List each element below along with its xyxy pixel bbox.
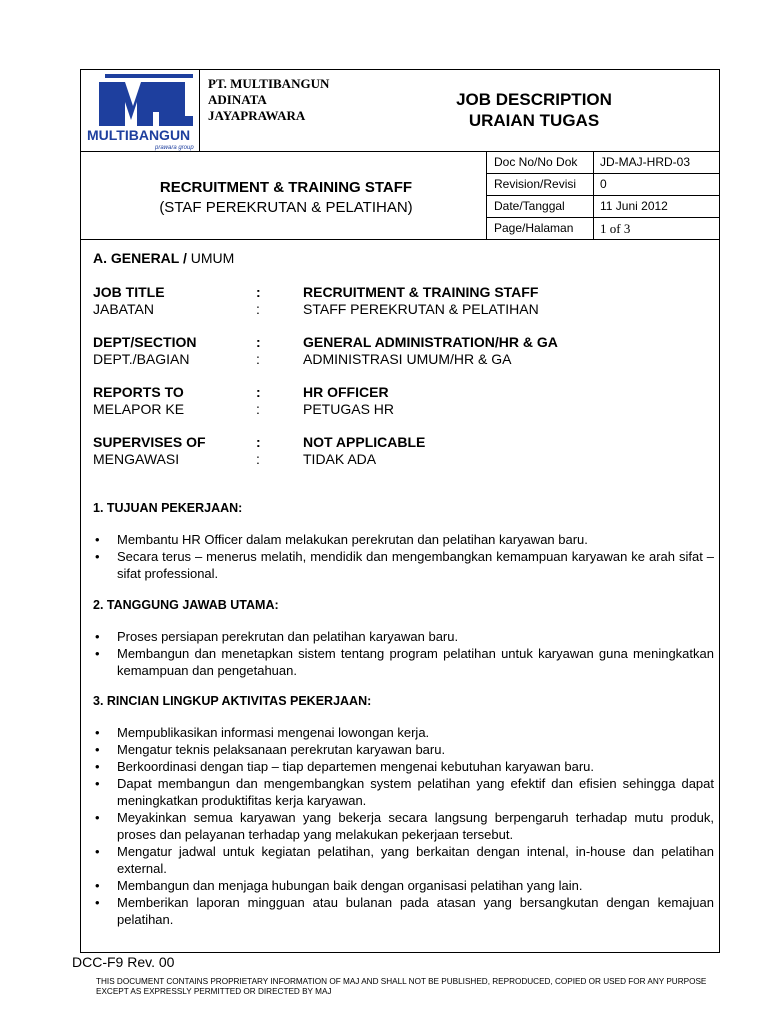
meta-value-doc-no: JD-MAJ-HRD-03 xyxy=(600,155,690,169)
role-title: RECRUITMENT & TRAINING STAFF (STAF PEREKRUTAN & PELATIHAN) xyxy=(159,179,413,216)
section-general-heading: A. GENERAL / UMUM xyxy=(93,250,235,266)
document-header xyxy=(81,70,719,240)
meta-label-page: Page/Halaman xyxy=(494,221,574,235)
form-code: DCC-F9 Rev. 00 xyxy=(72,954,175,970)
meta-label-doc-no: Doc No/No Dok xyxy=(494,155,578,169)
section-2-heading: 2. TANGGUNG JAWAB UTAMA: xyxy=(93,598,279,612)
list-item: • Mempublikasikan informasi mengenai lowongan kerja. xyxy=(95,725,430,740)
svg-text:prawara group: prawara group xyxy=(155,145,194,151)
document-title: JOB DESCRIPTION URAIAN TUGAS xyxy=(456,90,612,130)
list-item: • Membangun dan menjaga hubungan baik dengan organisasi pelatihan yang lain. xyxy=(95,878,583,893)
meta-value-page: 1 of 3 xyxy=(600,221,631,236)
section-1-list xyxy=(93,531,714,582)
list-item: • Dapat membangun dan mengembangkan system pelatihan yang efektif dan efisien sehingga dapat meningkatkan produktifitas kerja karyawan. xyxy=(95,776,714,808)
company-logo xyxy=(85,72,201,152)
list-item: • Proses persiapan perekrutan dan pelatihan karyawan baru. xyxy=(95,629,459,644)
list-item: • Mengatur jadwal untuk kegiatan pelatihan, yang berkaitan dengan intenal, in-house dan pelatihan external. xyxy=(95,844,714,876)
meta-label-revision: Revision/Revisi xyxy=(494,177,577,191)
list-item: • Berkoordinasi dengan tiap – tiap departemen mengenai kebutuhan karyawan baru. xyxy=(95,759,594,774)
disclaimer: THIS DOCUMENT CONTAINS PROPRIETARY INFORMATION OF MAJ AND SHALL NOT BE PUBLISHED, REPRODUCED, COPIED OR USED FOR ANY PURPOSE EXCEPT AS EXPRESSLY PERMITTED OR DIRECTED BY MAJ xyxy=(96,977,707,996)
list-item: • Memberikan laporan mingguan atau bulanan pada atasan yang bersangkutan dengan kemajuan pelatihan. xyxy=(95,895,714,927)
list-item: • Membantu HR Officer dalam melakukan perekrutan dan pelatihan karyawan baru. xyxy=(95,532,588,547)
list-item: • Meyakinkan semua karyawan yang bekerja secara langsung berpengaruh terhadap mutu produk, proses dan pelayanan terhadap yang melakukan pekerjaan tersebut. xyxy=(95,810,714,842)
document-frame: MULTIBANGUN prawara group PT. MULTIBANGUN ADINATA JAYAPRAWARA JOB DESCRIPTION URAIAN TUGAS RECRUITMENT & TRAINING STAFF (STAF PEREKRUTAN & PELATIHAN) Doc No/No Dok JD-MAJ-HRD-03 Revision/Revisi 0 Date/Tanggal 11 Juni 2012 Page/Halaman 1 of 3 A. GENERAL / UMUM JOB TITLE : RECRUITMENT & TRAINING STAFF JABATAN : STAFF PEREKRUTAN & PELATIHAN DEPT/SECTION : GENERAL ADMINISTRATION/HR & GA DEPT./BAGIAN : ADMINISTRASI UMUM/HR & GA REPORTS TO : HR OFFICER MELAPOR KE : PETUGAS HR SUPERVISES OF : NOT APPLICABLE MENGAWASI : TIDAK ADA 1. TUJUAN PEKERJAAN: • Membantu HR Officer dalam melakukan perekrutan dan pelatihan karyawan baru. • Secara terus – menerus melatih, mendidik dan mengembangkan kemampuan karyawan ke arah sifat – sifat professional. 2. TANGGUNG JAWAB UTAMA: • Proses persiapan perekrutan dan pelatihan karyawan baru. • Membangun dan menetapkan sistem tentang program pelatihan untuk karyawan guna meningkatkan kemampuan dan pengetahuan. 3. RINCIAN LINGKUP AKTIVITAS PEKERJAAN: • Mempublikasikan informasi mengenai lowongan kerja. • Mengatur teknis pelaksanaan perekrutan karyawan baru. • Berkoordinasi dengan tiap – tiap departemen mengenai kebutuhan karyawan baru. • Dapat membangun dan mengembangkan system pelatihan yang efektif dan efisien sehingga dapat meningkatkan produktifitas kerja karyawan. • Meyakinkan semua karyawan yang bekerja secara langsung berpengaruh terhadap mutu produk, proses dan pelayanan terhadap yang melakukan pekerjaan tersebut. • Mengatur jadwal untuk kegiatan pelatihan, yang berkaitan dengan intenal, in-house dan pelatihan external. • Membangun dan menjaga hubungan baik dengan organisasi pelatihan yang lain. • Memberikan laporan mingguan atau bulanan pada atasan yang bersangkutan dengan kemajuan pelatihan. xyxy=(80,69,720,953)
section-2-list xyxy=(93,628,714,679)
section-3-list xyxy=(93,724,714,928)
svg-text:MULTIBANGUN: MULTIBANGUN xyxy=(87,127,191,143)
meta-label-date: Date/Tanggal xyxy=(494,199,565,213)
list-item: • Mengatur teknis pelaksanaan perekrutan karyawan baru. xyxy=(95,742,446,757)
list-item: • Secara terus – menerus melatih, mendidik dan mengembangkan kemampuan karyawan ke arah sifat – sifat professional. xyxy=(95,549,714,581)
company-name: PT. MULTIBANGUN ADINATA JAYAPRAWARA xyxy=(208,76,330,123)
meta-value-revision: 0 xyxy=(600,177,607,191)
list-item: • Membangun dan menetapkan sistem tentang program pelatihan untuk karyawan guna meningkatkan kemampuan dan pengetahuan. xyxy=(95,646,714,678)
section-3-heading: 3. RINCIAN LINGKUP AKTIVITAS PEKERJAAN: xyxy=(93,694,372,708)
meta-value-date: 11 Juni 2012 xyxy=(600,199,668,213)
section-1-heading: 1. TUJUAN PEKERJAAN: xyxy=(93,501,243,515)
